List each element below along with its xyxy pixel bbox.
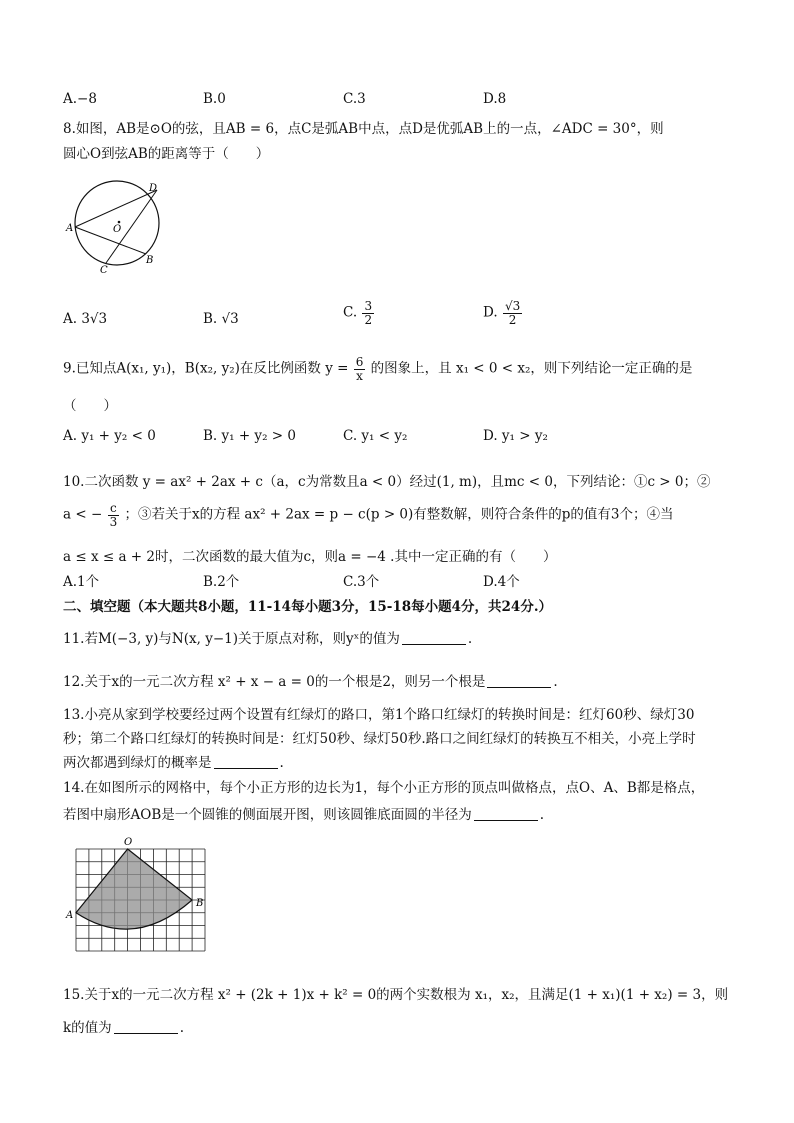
section-2-title: 二、填空题（本大题共8小题，11-14每小题3分，15-18每小题4分，共24分.） — [63, 599, 553, 615]
frac-den: 3 — [109, 514, 118, 529]
q9-fraction — [354, 356, 366, 382]
chord-ad — [75, 190, 157, 227]
q15-answer-blank[interactable] — [114, 1020, 178, 1034]
q7-option-a: A.−8 — [63, 91, 97, 107]
q10-stem-3: a ≤ x ≤ a + 2时，二次函数的最大值为c，则a = −4 .其中一定正确的有（ ） — [63, 549, 557, 565]
q8-stem: 8.如图，AB是⊙O的弦，且AB = 6，点C是弧AB中点，点D是优弧AB上的一点，∠ADC = 30°，则 — [63, 121, 664, 137]
frac-num: √3 — [504, 299, 521, 313]
q11-end: . — [467, 631, 473, 647]
q8-option-c — [343, 300, 375, 326]
q12-answer-blank[interactable] — [487, 674, 551, 688]
q12-text: 12.关于x的一元二次方程 x² + x − a = 0的一个根是2，则另一个根是 — [63, 674, 486, 690]
q13-answer-blank[interactable] — [214, 755, 278, 769]
q13-stem-2: 秒；第二个路口红绿灯的转换时间是：红灯50秒、绿灯50秒.路口之间红绿灯的转换互不相关，小亮上学时 — [63, 731, 696, 747]
q8-circle-figure — [60, 172, 172, 276]
q9-stem — [63, 356, 692, 382]
q8-option-c-label: C. — [343, 304, 358, 321]
circle-o — [75, 181, 159, 265]
label-a: A — [66, 910, 74, 921]
q15-end: . — [179, 1020, 184, 1036]
q15-stem: 15.关于x的一元二次方程 x² + (2k + 1)x + k² = 0的两个实数根为 x₁，x₂，且满足(1 + x₁)(1 + x₂) = 3，则 — [63, 987, 729, 1003]
q15-text2: k的值为 — [63, 1020, 112, 1036]
q9-option-c: C. y₁ < y₂ — [343, 428, 408, 444]
frac-num: c — [110, 501, 117, 515]
q10-option-d: D.4个 — [483, 574, 520, 590]
center-dot — [118, 221, 121, 224]
frac-num: 6 — [355, 355, 364, 369]
label-b: B — [146, 255, 154, 266]
q8-option-c-fraction — [362, 300, 374, 326]
q7-option-d: D.8 — [483, 91, 507, 107]
frac-den: 2 — [508, 312, 517, 327]
q14-stem: 14.在如图所示的网格中，每个小正方形的边长为1，每个小正方形的顶点叫做格点，点O、A、B都是格点， — [63, 780, 705, 796]
q14-stem-2 — [63, 803, 544, 823]
label-a: A — [66, 223, 74, 234]
q12-end: . — [553, 674, 558, 690]
q14-end: . — [539, 807, 545, 823]
q15-stem-2 — [63, 1016, 184, 1036]
q10-fraction — [108, 502, 120, 528]
q11-text: 11.若M(−3, y)与N(x, y−1)关于原点对称，则yˣ的值为 — [63, 631, 400, 647]
q10-option-c: C.3个 — [343, 574, 380, 590]
q8-stem-2: 圆心O到弦AB的距离等于（ ） — [63, 146, 270, 162]
q14-answer-blank[interactable] — [474, 807, 538, 821]
q11-answer-blank[interactable] — [402, 631, 466, 645]
q7-option-b: B.0 — [203, 91, 226, 107]
q9-option-a: A. y₁ + y₂ < 0 — [63, 428, 156, 444]
q10-option-b: B.2个 — [203, 574, 240, 590]
q13-stem: 13.小亮从家到学校要经过两个设置有红绿灯的路口，第1个路口红绿灯的转换时间是：红灯60秒、绿灯30 — [63, 707, 695, 723]
frac-den: x — [356, 368, 363, 383]
q10-stem-2 — [63, 502, 674, 528]
label-b: B — [196, 898, 204, 909]
q9-stem-2: （ ） — [63, 398, 117, 414]
q8-option-d — [483, 300, 523, 326]
q9-stem-a: 9.已知点A(x₁, y₁)，B(x₂, y₂)在反比例函数 y = — [63, 360, 349, 377]
q14-grid-figure — [64, 836, 214, 954]
q13-stem-3 — [63, 751, 284, 771]
q13-text3: 两次都遇到绿灯的概率是 — [63, 755, 212, 771]
chord-ab — [75, 227, 146, 254]
q10-option-a: A.1个 — [63, 574, 100, 590]
q8-option-d-fraction — [503, 300, 522, 326]
q10-stem: 10.二次函数 y = ax² + 2ax + c（a，c为常数且a < 0）经过(1, m)，且mc < 0，下列结论：①c > 0；② — [63, 474, 711, 490]
q13-end: . — [279, 755, 284, 771]
label-o: O — [124, 837, 133, 848]
frac-num: 3 — [364, 299, 373, 313]
q10-stem-2a: a < − — [63, 506, 103, 523]
q10-stem-2b: ；③若关于x的方程 ax² + 2ax = p − c(p > 0)有整数解，则符合条件的p的值有3个；④当 — [124, 506, 674, 523]
q9-option-d: D. y₁ > y₂ — [483, 428, 548, 444]
q9-option-b: B. y₁ + y₂ > 0 — [203, 428, 296, 444]
frac-den: 2 — [364, 312, 373, 327]
q11-stem — [63, 627, 472, 647]
q8-option-a: A. 3√3 — [63, 311, 108, 327]
q8-option-d-label: D. — [483, 304, 498, 321]
label-c: C — [100, 265, 108, 276]
q9-stem-b: 的图象上，且 x₁ < 0 < x₂，则下列结论一定正确的是 — [370, 360, 693, 377]
label-d: D — [149, 183, 158, 194]
q8-option-b: B. √3 — [203, 311, 239, 327]
q14-text2: 若图中扇形AOB是一个圆锥的侧面展开图，则该圆锥底面圆的半径为 — [63, 807, 472, 823]
label-o: O — [113, 224, 122, 235]
sector-aob — [76, 849, 192, 929]
q7-option-c: C.3 — [343, 91, 366, 107]
q12-stem — [63, 670, 558, 690]
